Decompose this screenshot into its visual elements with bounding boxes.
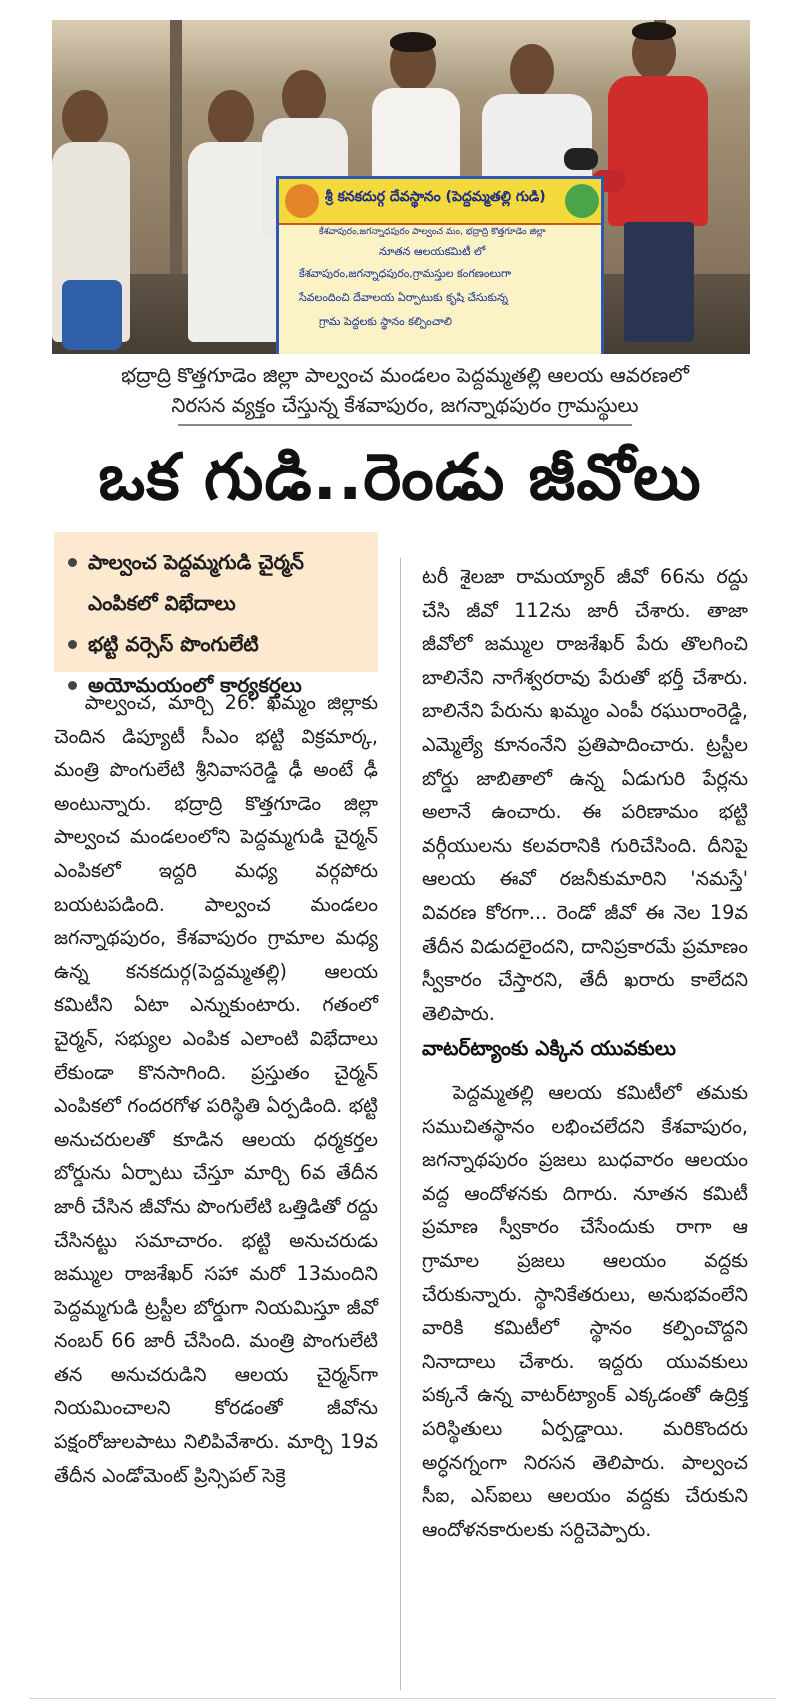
banner-title: శ్రీ కనకదుర్గ దేవస్థానం (పెద్దమ్మతల్లి గుడి) [325,189,546,205]
deity-icon [565,184,599,218]
photo-caption [60,360,750,420]
article-column-right [422,560,748,1030]
banner-line: సేవలందించి దేవాలయ ఏర్పాటుకు కృషి చేసుకున్న [299,291,508,304]
clipping-bottom-border [30,1698,775,1699]
banner-line: కేశవాపురం,జగన్నాధపురం,గ్రామస్తుల కంగణంలుగా [299,267,512,280]
article-paragraph: పాల్వంచ, మార్చి 26: ఖమ్మం జిల్లాకు చెందిన డిప్యూటీ సీఎం భట్టి విక్రమార్క, మంత్రి పొంగులేటి శ్రీనివాసరెడ్డి ఢీ అంటే ఢీ అంటున్నారు. భద్రాద్రి కొత్తగూడెం జిల్లా పాల్వంచ మండలంలోని పెద్దమ్మగుడి చైర్మన్ ఎంపికలో ఇద్దరి మధ్య వర్గపోరు బయటపడింది. పాల్వంచ మండలం జగన్నాథపురం, కేశవాపురం గ్రామాల మధ్య ఉన్న కనకదుర్గ(పెద్దమ్మతల్లి) ఆలయ కమిటీని ఏటా ఎన్నుకుంటారు. గతంలో చైర్మన్, సభ్యుల ఎంపిక ఎలాంటి విభేదాలు లేకుండా కొనసాగింది. ప్రస్తుతం చైర్మన్ ఎంపికలో గందరగోళ పరిస్థితి ఏర్పడింది. భట్టి అనుచరులతో కూడిన ఆలయ ధర్మకర్తల బోర్డును ఏర్పాటు చేస్తూ మార్చి 6వ తేదీన జారీ చేసిన జీవోను పొంగులేటి ఒత్తిడితో రద్దు చేసినట్టు సమాచారం. భట్టి అనుచరుడు జమ్ముల రాజశేఖర్ సహా మరో 13మందిని పెద్దమ్మగుడి ట్రస్టీల బోర్డుగా నియమిస్తూ జీవో నంబర్ 66 జారీ చేసింది. మంత్రి పొంగులేటి తన అనుచరుడిని ఆలయ చైర్మన్‌గా నియమించాలని కోరడంతో జీవోను పక్షంరోజులపాటు నిలిపివేశారు. మార్చి 19వ తేదీన ఎండోమెంట్ ప్రిన్సిపల్ సెక్రె [54,691,378,1487]
banner-subtitle: కేశవాపురం,జగన్నాధపురం పాల్వంచ మం, భద్రాద్రి కొత్తగూడెం జిల్లా [319,227,546,237]
highlights-list [64,542,372,706]
article-column-left [54,686,378,1492]
caption-divider [178,424,632,426]
deity-icon [285,184,319,218]
headline: ఒక గుడి..రెండు జీవోలు [98,441,702,515]
banner-line: గ్రామ పెద్దలకు స్థానం కల్పించాలి [319,315,452,328]
caption-line: భద్రాద్రి కొత్తగూడెం జిల్లా పాల్వంచ మండలం పెద్దమ్మతల్లి ఆలయ ఆవరణలో [121,363,689,387]
protest-banner [276,176,604,354]
highlight-text: ఎంపికలో విభేదాలు [88,591,236,615]
column-divider [400,558,401,1690]
highlight-item [64,583,372,624]
highlight-text: భట్టి వర్సెస్ పొంగులేటి [88,632,259,656]
banner-line: నూతన ఆలయకమిటీ లో [379,245,486,258]
highlight-text: అయోమయంలో కార్యకర్తలు [88,673,302,697]
highlight-item [64,542,372,583]
article-paragraph: పెద్దమ్మతల్లి ఆలయ కమిటీలో తమకు సముచితస్థానం లభించలేదని కేశవాపురం, జగన్నాథపురం ప్రజలు బుధవారం ఆలయం వద్ద ఆందోళనకు దిగారు. నూతన కమిటీ ప్రమాణ స్వీకారం చేసేందుకు రాగా ఆ గ్రామాల ప్రజలు ఆలయం వద్దకు చేరుకున్నారు. స్థానికేతరులు, అనుభవంలేని వారికి కమిటీలో స్థానం కల్పించొద్దని నినాదాలు చేశారు. ఇద్దరు యువకులు పక్కనే ఉన్న వాటర్‌ట్యాంక్ ఎక్కడంతో ఉద్రిక్త పరిస్థితులు ఏర్పడ్డాయి. మరికొందరు అర్ధనగ్నంగా నిరసన తెలిపారు. పాల్వంచ సీఐ, ఎస్‌ఐలు ఆలయం వద్దకు చేరుకుని ఆందోళనకారులకు సర్దిచెప్పారు. [422,1081,748,1541]
photo-pillar [170,20,182,280]
caption-line: నిరసన వ్యక్తం చేస్తున్న కేశవాపురం, జగన్నాథపురం గ్రామస్థులు [171,393,639,417]
news-photo [52,20,750,354]
bullet-icon [68,558,77,567]
highlight-text: పాల్వంచ పెద్దమ్మగుడి చైర్మన్ [88,550,304,574]
highlights-box [54,532,378,697]
article-paragraph: టరీ శైలజా రామయ్యార్ జీవో 66ను రద్దు చేసి జీవో 112ను జారీ చేశారు. తాజా జీవోలో జమ్ముల రాజశేఖర్ పేరు తొలగించి బాలినేని నాగేశ్వరరావు పేరుతో భర్తీ చేశారు. బాలినేని పేరును ఖమ్మం ఎంపీ రఘురాంరెడ్డి, ఎమ్మెల్యే కూనంనేని ప్రతిపాదించారు. ట్రస్టీల బోర్డు జాబితాలో ఉన్న ఏడుగురి పేర్లను అలానే ఉంచారు. ఈ పరిణామం భట్టి వర్గీయులను కలవరానికి గురిచేసింది. దీనిపై ఆలయ ఈవో రజనీకుమారిని 'నమస్తే' వివరణ కోరగా... రెండో జీవో ఈ నెల 19వ తేదీన విడుదలైందని, దానిప్రకారమే ప్రమాణం స్వీకారం చేస్తారని, తేదీ ఖరారు కాలేదని తెలిపారు. [422,565,748,1025]
article-column-right-lower [422,1076,748,1546]
microphone-icon [564,148,598,170]
highlight-item [64,624,372,665]
bullet-icon [68,640,77,649]
article-subheading: వాటర్‌ట్యాంకు ఎక్కిన యువకులు [422,1036,676,1060]
